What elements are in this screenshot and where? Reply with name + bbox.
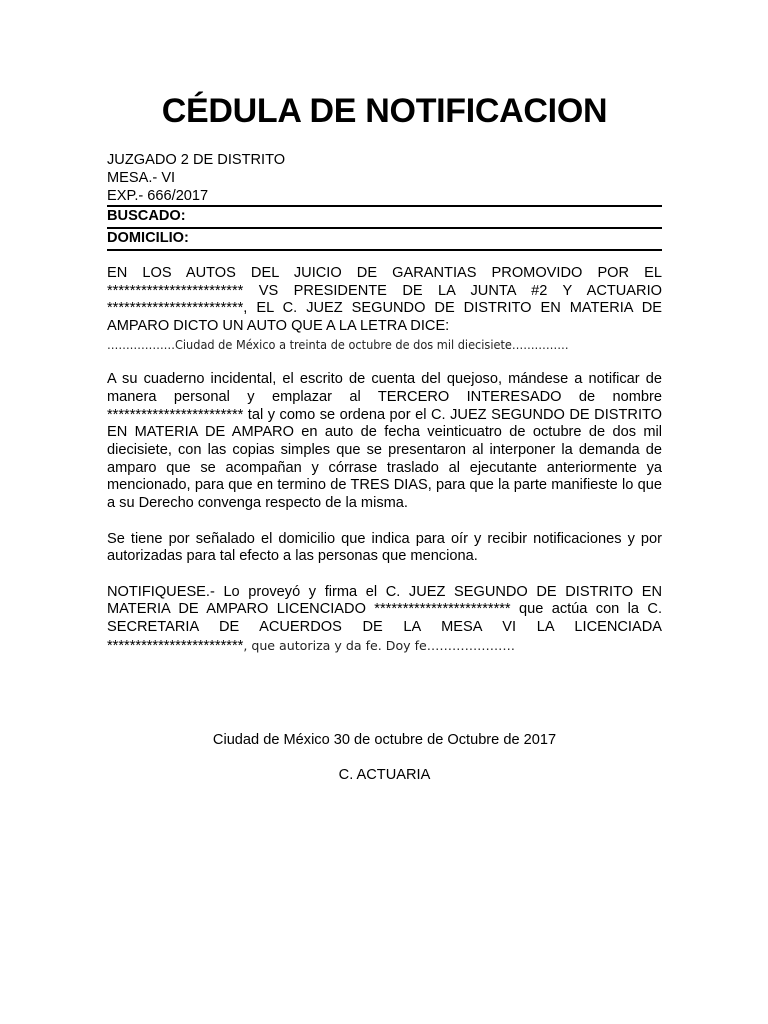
domicilio-field [107, 227, 662, 251]
buscado-field [107, 205, 662, 227]
domicilio-label: DOMICILIO: [107, 230, 189, 246]
desk-number: MESA.- VI [107, 170, 176, 186]
paragraph-spacer [107, 354, 662, 372]
paragraph-spacer [107, 513, 662, 531]
closing-date: Ciudad de México 30 de octubre de Octubre de 2017 [212, 732, 557, 748]
file-number: EXP.- 666/2017 [107, 188, 209, 204]
document-body [107, 265, 662, 655]
notification-text: NOTIFIQUESE.- Lo proveyó y firma el C. JUEZ SEGUNDO DE DISTRITO EN MATERIA DE AMPARO LICENCIADO ************************ que actúa con la C. SECRETARIA DE ACUERDOS DE LA MESA VI LA LICENCIADA ************************ [107, 583, 662, 654]
signer-title: C. ACTUARIA [338, 767, 431, 783]
notification-tail: , que autoriza y da fe. Doy fe………………… [243, 637, 515, 653]
paragraph-domicile: Se tiene por señalado el domicilio que indica para oír y recibir notificaciones y por autorizadas para tal efecto a las personas que menciona. [107, 530, 662, 565]
court-name: JUZGADO 2 DE DISTRITO [107, 152, 286, 168]
document-header [107, 151, 662, 251]
paragraph-proceedings: EN LOS AUTOS DEL JUICIO DE GARANTIAS PROMOVIDO POR EL ************************ VS PRESIDENTE DE LA JUNTA #2 Y ACTUARIO ************************, EL C. JUEZ SEGUNDO DE DISTRITO EN MATERIA DE AMPARO DICTO UN AUTO QUE A LA LETRA DICE: [107, 265, 662, 335]
paragraph-order: A su cuaderno incidental, el escrito de cuenta del quejoso, mándese a notificar de manera personal y emplazar al TERCERO INTERESADO de nombre ************************ tal y como se ordena por el C. JUEZ SEGUNDO DE DISTRITO EN MATERIA DE AMPARO en auto de fecha veinticuatro de octubre de dos mil diecisiete, con las copias simples que se presentaron al interponer la demanda de amparo que se acompañan y córrase traslado al ejecutante anteriormente ya mencionado, para que en termino de TRES DIAS, para que la parte manifieste lo que a su Derecho convenga respecto de la misma. [107, 371, 662, 512]
paragraph-spacer [107, 566, 662, 584]
buscado-label: BUSCADO: [107, 208, 186, 224]
paragraph-notification [107, 584, 662, 656]
document-title: CÉDULA DE NOTIFICACION [161, 92, 608, 130]
quoted-order-line: ………………Ciudad de México a treinta de octubre de dos mil diecisiete…………… [107, 336, 569, 352]
